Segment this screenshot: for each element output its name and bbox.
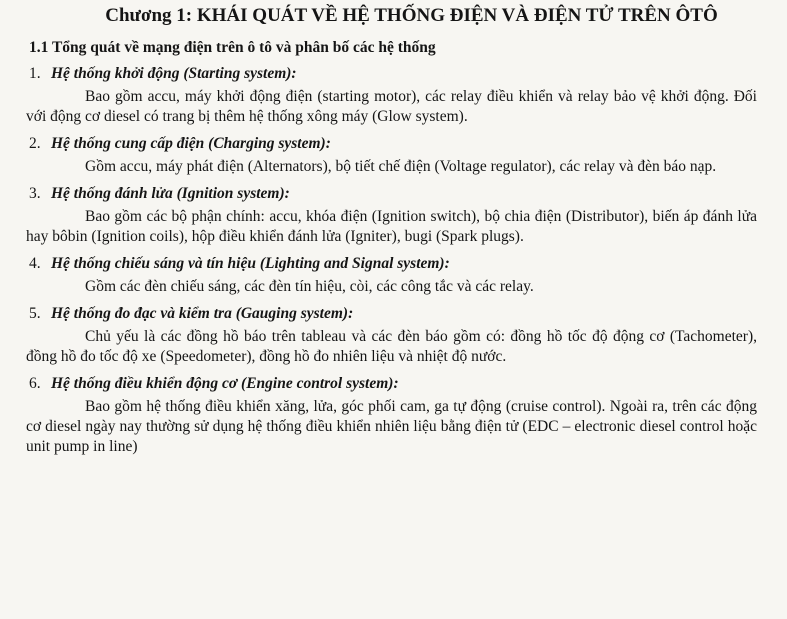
item-number: 1. <box>29 65 41 82</box>
item-body: Chủ yếu là các đồng hồ báo trên tableau và các đèn báo gồm có: đồng hồ tốc độ động cơ (Tachometer), đồng hồ đo tốc độ xe (Speedometer), đồng hồ đo nhiên liệu và nhiệt độ nước. <box>26 328 757 365</box>
item-number: 4. <box>29 255 41 272</box>
list-item-charging-system <box>26 134 757 177</box>
item-title: Hệ thống đo đạc và kiểm tra (Gauging system): <box>51 305 354 322</box>
list-item-engine-control-system <box>26 374 757 457</box>
item-number: 2. <box>29 135 41 152</box>
item-body: Bao gồm accu, máy khởi động điện (starting motor), các relay điều khiển và relay bảo vệ khởi động. Đối với động cơ diesel có trang bị thêm hệ thống xông máy (Glow system). <box>26 88 757 125</box>
item-body: Bao gồm hệ thống điều khiển xăng, lửa, góc phối cam, ga tự động (cruise control). Ngoài ra, trên các động cơ diesel ngày nay thường sử dụng hệ thống điều khiển nhiên liệu bằng điện tử (EDC – electronic diesel control hoặc unit pump in line) <box>26 398 757 455</box>
item-heading <box>29 134 757 154</box>
item-body: Bao gồm các bộ phận chính: accu, khóa điện (Ignition switch), bộ chia điện (Distributor), biến áp đánh lửa hay bôbin (Ignition coils), hộp điều khiển đánh lửa (Igniter), bugi (Spark plugs). <box>26 208 757 245</box>
item-body: Gồm accu, máy phát điện (Alternators), bộ tiết chế điện (Voltage regulator), các relay và đèn báo nạp. <box>85 158 717 175</box>
item-number: 6. <box>29 375 41 392</box>
list-item-gauging-system <box>26 304 757 367</box>
list-item-lighting-signal-system <box>26 254 757 297</box>
item-heading <box>29 184 757 204</box>
item-heading <box>29 64 757 84</box>
item-heading <box>29 254 757 274</box>
item-body: Gồm các đèn chiếu sáng, các đèn tín hiệu, còi, các công tắc và các relay. <box>85 278 534 295</box>
chapter-title: Chương 1: KHÁI QUÁT VỀ HỆ THỐNG ĐIỆN VÀ ĐIỆN TỬ TRÊN ÔTÔ <box>105 5 718 26</box>
section-heading: 1.1 Tổng quát về mạng điện trên ô tô và phân bố các hệ thống <box>29 39 436 56</box>
item-heading <box>29 374 757 394</box>
item-title: Hệ thống cung cấp điện (Charging system): <box>51 135 331 152</box>
item-title: Hệ thống điều khiển động cơ (Engine control system): <box>51 375 399 392</box>
item-title: Hệ thống chiếu sáng và tín hiệu (Lighting and Signal system): <box>51 255 450 272</box>
item-number: 3. <box>29 185 41 202</box>
list-item-ignition-system <box>26 184 757 247</box>
item-title: Hệ thống khởi động (Starting system): <box>51 65 297 82</box>
item-number: 5. <box>29 305 41 322</box>
item-heading <box>29 304 757 324</box>
list-item-starting-system <box>26 64 757 127</box>
item-title: Hệ thống đánh lửa (Ignition system): <box>51 185 290 202</box>
